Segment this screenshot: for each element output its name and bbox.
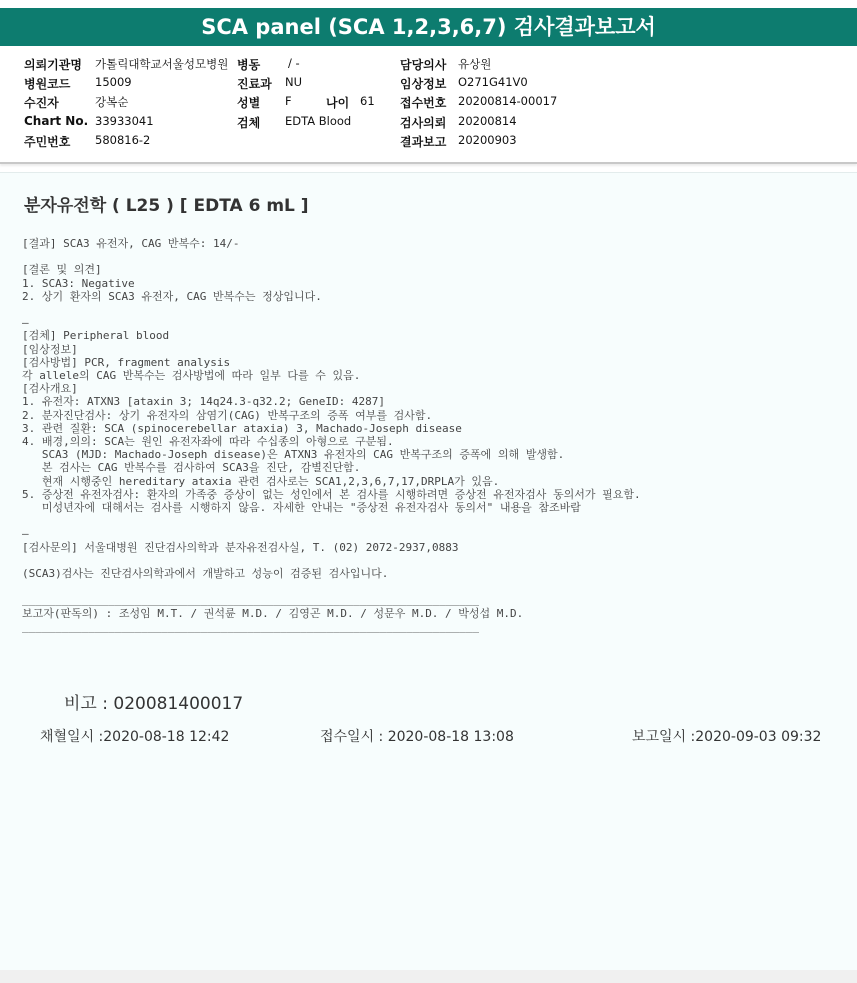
age-value: 61 xyxy=(360,94,375,108)
hospital-code-label: 병원코드 xyxy=(24,77,71,91)
bottom-strip xyxy=(0,970,857,983)
receipt-datetime: 접수일시 : 2020-08-18 13:08 xyxy=(320,729,514,745)
specimen-value: EDTA Blood xyxy=(285,114,352,128)
report-label: 결과보고 xyxy=(400,135,447,149)
report-datetime: 보고일시 :2020-09-03 09:32 xyxy=(632,729,822,745)
clinical-info-value: O271G41V0 xyxy=(458,75,528,89)
institution-value: 가톨릭대학교서울성모병원 xyxy=(95,57,229,71)
hospital-code-value: 15009 xyxy=(95,75,132,89)
sex-value: F xyxy=(285,94,292,108)
section-title: 분자유전학 ( L25 ) [ EDTA 6 mL ] xyxy=(24,196,309,216)
sex-label: 성별 xyxy=(237,96,261,110)
report-body xyxy=(0,172,857,971)
resident-no-label: 주민번호 xyxy=(24,135,71,149)
request-label: 검사의뢰 xyxy=(400,116,447,130)
department-label: 진료과 xyxy=(237,77,272,91)
memo: 비고 : 020081400017 xyxy=(64,694,244,714)
patient-info-panel xyxy=(0,46,857,164)
patient-label: 수진자 xyxy=(24,96,59,110)
ward-label: 병동 xyxy=(237,58,261,72)
age-label: 나이 xyxy=(326,96,350,110)
department-value: NU xyxy=(285,75,303,89)
doctor-label: 담당의사 xyxy=(400,58,447,72)
doctor-value: 유상원 xyxy=(458,57,492,71)
chart-no-value: 33933041 xyxy=(95,114,154,128)
receipt-no-label: 접수번호 xyxy=(400,96,447,110)
report-text: [결과] SCA3 유전자, CAG 반복수: 14/- [결론 및 의견] 1. SCA3: Negative 2. 상기 환자의 SCA3 유전자, CAG 반복수는 정상입니다. — [검체] Peripheral blood [임상정보] [검사방법] PCR, fragment analysis 각 allele의 CAG 반복수는 검사방법에 따라 일부 다를 수 있음. [검사개요] 1. 유전자: ATXN3 [ataxin 3; 14q24.3-q32.2; GeneID: 4287] 2. 분자진단검사: 상기 유전자의 삼염기(CAG) 반복구조의 증폭 여부를 검사함. 3. 관련 질환: SCA (spinocerebellar ataxia) 3, Machado-Joseph disease 4. 배경,의의: SCA는 원인 유전자좌에 따라 수십종의 아형으로 구분됨. SCA3 (MJD: Machado-Joseph disease)은 ATXN3 유전자의 CAG 반복구조의 증폭에 의해 발생함. 본 검사는 CAG 반복수를 검사하여 SCA3을 진단, 감별진단함. 현재 시행중인 hereditary ataxia 관련 검사로는 SCA1,2,3,6,7,17,DRPLA가 있음. 5. 증상전 유전자검사: 환자의 가족중 증상이 없는 성인에서 본 검사를 시행하려면 증상전 유전자검사 동의서가 필요함. 미성년자에 대해서는 검사를 시행하지 않음. 자세한 안내는 "증상전 유전자검사 동의서" 내용을 참조바람 — [검사문의] 서울대병원 진단검사의학과 분자유전검사실, T. (02) 2072-2937,0883 (SCA3)검사는 진단검사의학과에서 개발하고 성능이 검증된 검사입니다. _____________________________________________________________________ 보고자(판독의) : 조성임 M.T. / 권석륜 M.D. / 김영곤 M.D. / 성문우 M.D. / 박성섭 M.D. _____________________________________________________________________ xyxy=(22,237,641,633)
resident-no-value: 580816-2 xyxy=(95,133,151,147)
collection-datetime: 채혈일시 :2020-08-18 12:42 xyxy=(40,729,230,745)
chart-no-label: Chart No. xyxy=(24,114,89,128)
specimen-label: 검체 xyxy=(237,116,261,130)
report-date-value: 20200903 xyxy=(458,133,517,147)
ward-value: / - xyxy=(288,56,300,70)
institution-label: 의뢰기관명 xyxy=(24,58,82,72)
patient-value: 강복순 xyxy=(95,95,129,109)
request-date-value: 20200814 xyxy=(458,114,517,128)
clinical-info-label: 임상정보 xyxy=(400,77,447,91)
receipt-no-value: 20200814-00017 xyxy=(458,94,558,108)
report-title: SCA panel (SCA 1,2,3,6,7) 검사결과보고서 xyxy=(0,8,857,46)
